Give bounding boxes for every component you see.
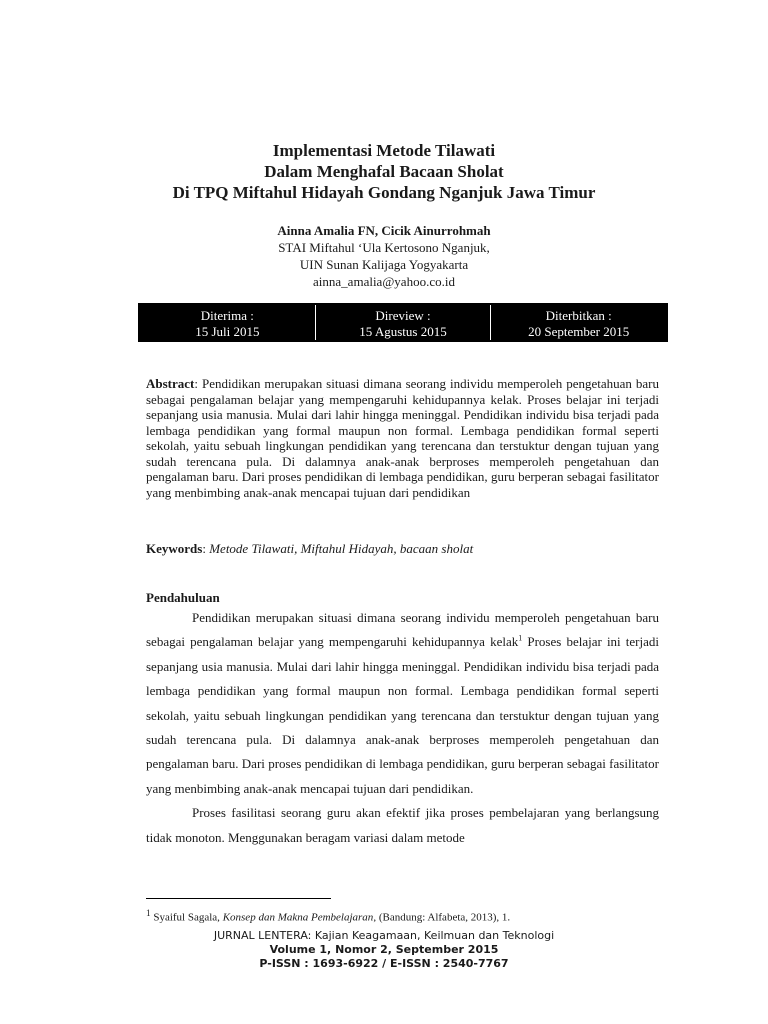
title-line-3: Di TPQ Miftahul Hidayah Gondang Nganjuk Jawa Timur — [172, 183, 596, 202]
abstract-label: Abstract — [146, 376, 195, 391]
paragraph-1-part-a: Pendidikan merupakan situasi dimana seorang individu memperoleh pengetahuan baru sebagai pengalaman belajar yang mempengaruhi kehidupannya kelak — [146, 610, 659, 650]
journal-volume: Volume 1, Nomor 2, September 2015 — [269, 943, 499, 956]
keywords-separator: : — [202, 541, 210, 556]
paragraph-1 — [146, 606, 659, 801]
footnote-divider — [146, 898, 331, 899]
journal-footer — [0, 929, 768, 971]
footnote-number: 1 — [146, 908, 151, 918]
keywords — [146, 541, 659, 557]
title-line-2: Dalam Menghafal Bacaan Sholat — [264, 162, 504, 181]
date-received-label: Diterima : — [200, 308, 254, 323]
abstract — [146, 376, 659, 500]
publication-dates-box — [138, 303, 668, 342]
abstract-text: : Pendidikan merupakan situasi dimana seorang individu memperoleh pengetahuan baru sebagai pengalaman belajar yang mempengaruhi kehidupannya kelak. Proses belajar ini terjadi sepanjang usia manusia. Mulai dari lahir hingga meninggal. Pendidikan individu bisa terjadi pada lembaga pendidikan yang formal maupun non formal. Lembaga pendidikan formal seperti sekolah, yaitu sebuah lingkungan pendidikan yang terencana dan terstuktur dengan tujuan yang sudah terencana pula. Di dalamnya anak-anak berproses memperoleh pengetahuan dan pengalaman baru. Dari proses pendidikan di lembaga pendidikan, guru berperan sebagai fasilitator yang menbimbing anak-anak mencapai tujuan dari pendidikan — [146, 376, 659, 500]
author-email: ainna_amalia@yahoo.co.id — [313, 274, 455, 289]
footnote-author: Syaiful Sagala, — [150, 911, 223, 924]
paper-title — [0, 140, 768, 203]
footnote-book-title: Konsep dan Makna Pembelajaran — [222, 911, 374, 924]
date-reviewed-value: 15 Agustus 2015 — [359, 324, 447, 339]
date-published-value: 20 September 2015 — [528, 324, 630, 339]
date-received-value: 15 Juli 2015 — [195, 324, 260, 339]
paragraph-1-part-b: Proses belajar ini terjadi sepanjang usia manusia. Mulai dari lahir hingga meninggal. Pendidikan individu bisa terjadi pada lembaga pendidikan yang formal maupun non formal. Lembaga pendidikan formal seperti sekolah, yaitu sebuah lingkungan pendidikan yang terencana dan terstuktur dengan tujuan yang sudah terencana pula. Di dalamnya anak-anak berproses memperoleh pengetahuan dan pengalaman baru. Dari proses pendidikan di lembaga pendidikan, guru berperan sebagai fasilitator yang menbimbing anak-anak mencapai tujuan dari pendidikan. — [146, 634, 660, 796]
date-reviewed — [315, 305, 491, 340]
author-affiliation-2: UIN Sunan Kalijaga Yogyakarta — [299, 257, 469, 272]
footnote — [146, 906, 659, 925]
keywords-value: Metode Tilawati, Miftahul Hidayah, bacaan sholat — [209, 541, 474, 556]
footnote-ref: 1 — [518, 634, 523, 644]
title-line-1: Implementasi Metode Tilawati — [272, 141, 496, 160]
section-body — [146, 606, 659, 850]
journal-issn: P-ISSN : 1693-6922 / E-ISSN : 2540-7767 — [259, 957, 509, 970]
journal-name: JURNAL LENTERA: Kajian Keagamaan, Keilmuan dan Teknologi — [213, 929, 555, 942]
keywords-label: Keywords — [146, 541, 203, 556]
date-published-label: Diterbitkan : — [545, 308, 612, 323]
author-block — [0, 222, 768, 290]
date-received — [140, 305, 315, 340]
date-reviewed-label: Direview : — [375, 308, 431, 323]
author-affiliation-1: STAI Miftahul ‘Ula Kertosono Nganjuk, — [278, 240, 490, 255]
footnote-rest: , (Bandung: Alfabeta, 2013), 1. — [373, 911, 511, 924]
author-names: Ainna Amalia FN, Cicik Ainurrohmah — [277, 223, 491, 238]
paragraph-2: Proses fasilitasi seorang guru akan efektif jika proses pembelajaran yang berlangsung tidak monoton. Menggunakan beragam variasi dalam metode — [146, 805, 659, 845]
date-published — [490, 305, 666, 340]
section-heading: Pendahuluan — [146, 590, 220, 605]
